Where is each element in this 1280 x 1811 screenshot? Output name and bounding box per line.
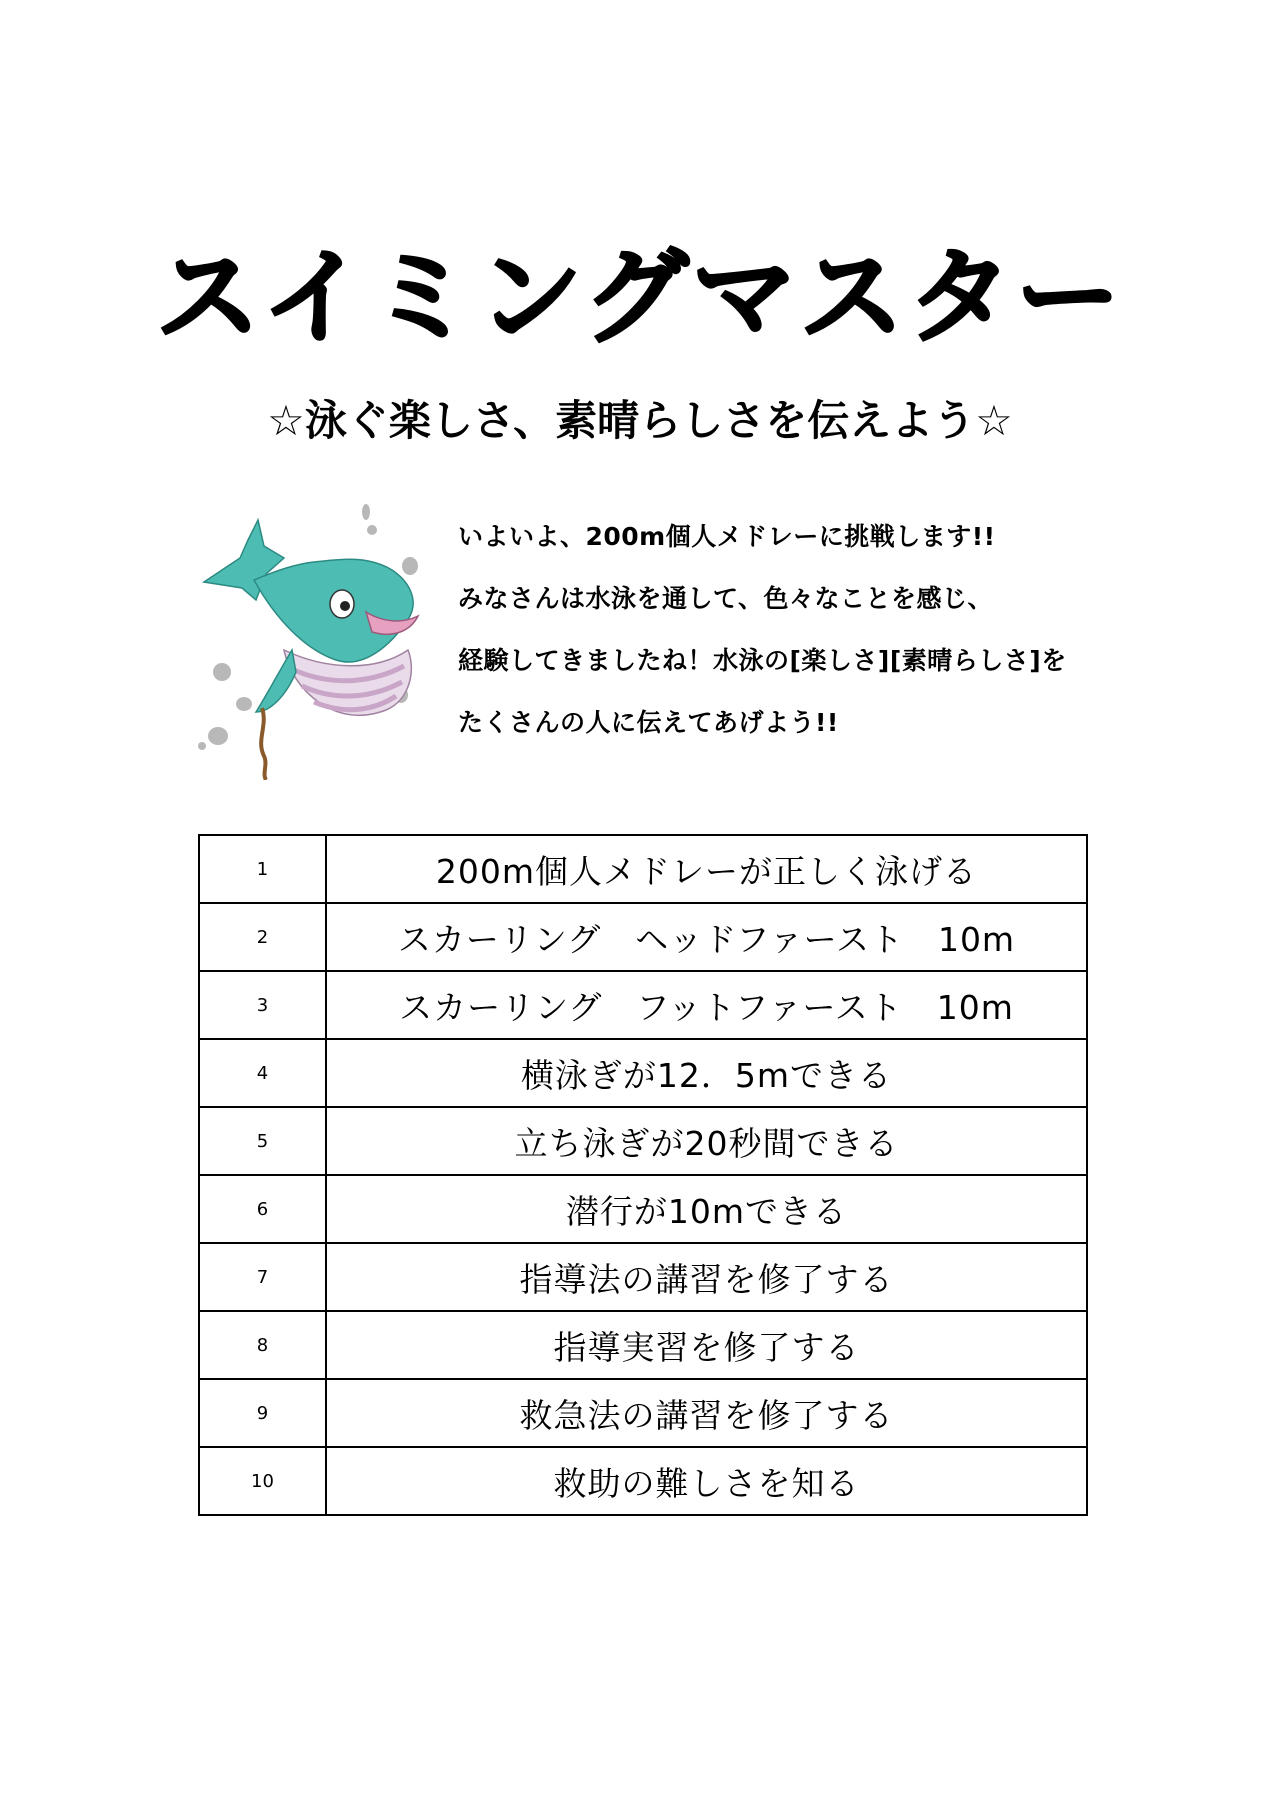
task-text: 指導法の講習を修了する: [326, 1243, 1087, 1311]
table-row: [199, 971, 1087, 1039]
page-subtitle: ☆泳ぐ楽しさ、素晴らしさを伝えよう☆: [267, 396, 1013, 445]
whale-icon: [196, 500, 436, 780]
task-text: 横泳ぎが12．5mできる: [326, 1039, 1087, 1107]
intro-line: たくさんの人に伝えてあげよう!!: [458, 708, 839, 737]
table-row: [199, 1175, 1087, 1243]
task-number: 5: [199, 1107, 326, 1175]
task-text: 指導実習を修了する: [326, 1311, 1087, 1379]
task-number: 9: [199, 1379, 326, 1447]
task-number: 3: [199, 971, 326, 1039]
task-table: [198, 834, 1088, 1516]
task-text: 潜行が10mできる: [326, 1175, 1087, 1243]
intro-line: いよいよ、200m個人メドレーに挑戦します!!: [458, 522, 996, 551]
intro-line: 経験してきましたね！水泳の[楽しさ][素晴らしさ]を: [458, 646, 1067, 675]
task-number: 4: [199, 1039, 326, 1107]
table-row: [199, 1311, 1087, 1379]
table-row: [199, 835, 1087, 903]
table-row: [199, 903, 1087, 971]
task-number: 2: [199, 903, 326, 971]
task-number: 8: [199, 1311, 326, 1379]
task-number: 1: [199, 835, 326, 903]
task-number: 6: [199, 1175, 326, 1243]
task-text: スカーリング ヘッドファースト 10m: [326, 903, 1087, 971]
intro-line: みなさんは水泳を通して、色々なことを感じ、: [458, 584, 994, 613]
task-text: 200m個人メドレーが正しく泳げる: [326, 835, 1087, 903]
page-title: スイミングマスター: [156, 236, 1124, 358]
task-text: 救助の難しさを知る: [326, 1447, 1087, 1515]
task-text: スカーリング フットファースト 10m: [326, 971, 1087, 1039]
task-number: 10: [199, 1447, 326, 1515]
table-row: [199, 1447, 1087, 1515]
task-number: 7: [199, 1243, 326, 1311]
task-text: 救急法の講習を修了する: [326, 1379, 1087, 1447]
intro-text: [458, 506, 1098, 754]
table-row: [199, 1379, 1087, 1447]
table-row: [199, 1107, 1087, 1175]
table-row: [199, 1243, 1087, 1311]
task-text: 立ち泳ぎが20秒間できる: [326, 1107, 1087, 1175]
table-row: [199, 1039, 1087, 1107]
